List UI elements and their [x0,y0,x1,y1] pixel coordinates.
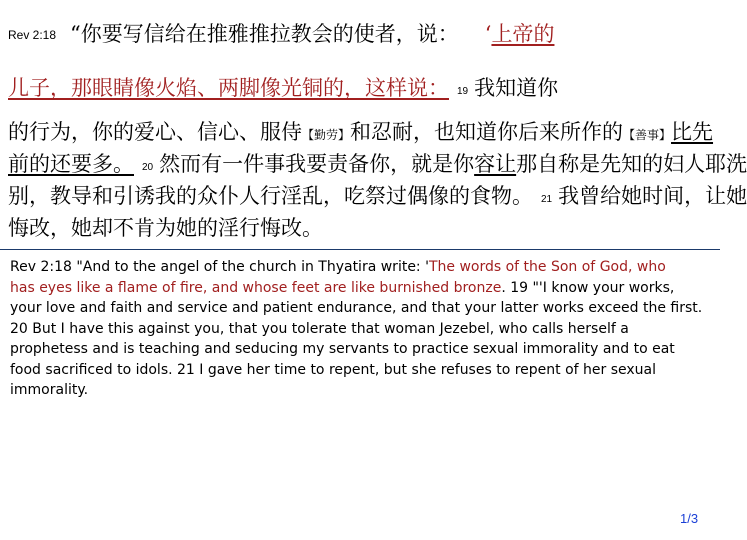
zh-verse-number: 21 [541,194,553,205]
zh-text: 然而有一件事我要责备你，就是你 [159,152,475,176]
zh-note: 【善事】 [623,128,672,142]
zh-highlight-text: 儿子，那眼睛像火焰、两脚像光铜的，这样说： [8,76,449,100]
zh-verse-number: 20 [142,162,154,173]
en-line-7: immorality. [10,382,89,398]
zh-text: 和忍耐，也知道你后来所作的 [350,120,624,144]
zh-verse-reference: Rev 2:18 [8,28,57,42]
en-text: Rev 2:18 "And to the angel of the church in Thyatira write: ' [10,259,429,275]
zh-text: “你要写信给在推雅推拉教会的使者，说： [70,22,459,46]
en-highlight-text: The words of the Son of God, who [428,259,666,275]
zh-underlined-text: 容让 [474,152,517,176]
section-divider [0,249,720,250]
en-line-1 [10,257,718,278]
zh-text: 悔改，她却不肯为她的淫行悔改。 [8,216,323,240]
zh-text: 别，教导和引诱我的众仆人行淫乱，吃祭过偶像的食物。 [8,184,533,208]
zh-underlined-text: 比先 [671,120,714,144]
zh-underlined-text: 前的还要多。 [8,152,134,176]
en-line-4: 20 But I have this against you, that you tolerate that woman Jezebel, who calls herself a [10,320,629,337]
en-highlight-text: has eyes like a flame of fire, and whose feet are like burnished bronze [10,279,502,296]
zh-highlight-text: 上帝的 [491,22,555,46]
zh-text: 我曾给她时间，让她 [558,184,747,208]
en-line-5: prophetess and is teaching and seducing my servants to practice sexual immorality and to eat [10,341,675,357]
zh-text: 的行为，你的爱心、信心、服侍 [8,120,302,144]
zh-line-2 [8,68,714,112]
zh-note: 【勤劳】 [302,128,351,142]
zh-verse-number: 19 [457,86,469,97]
en-line-6: food sacrificed to idols. 21 I gave her time to repent, but she refuses to repent of her sexual [10,361,657,378]
en-line-2 [10,278,718,299]
en-text: . 19 "'I know your works, [501,279,675,296]
zh-text: 我知道你 [474,76,559,100]
en-line-3: your love and faith and service and patient endurance, and that your latter works exceed the first. [10,300,703,316]
page-number: 1/3 [680,511,699,526]
zh-text: 那自称是先知的妇人耶洗 [516,152,747,176]
en-passage [10,257,718,401]
zh-line-6 [8,208,714,248]
zh-quote-mark: ‘ [484,22,492,46]
zh-line-1 [8,14,714,55]
